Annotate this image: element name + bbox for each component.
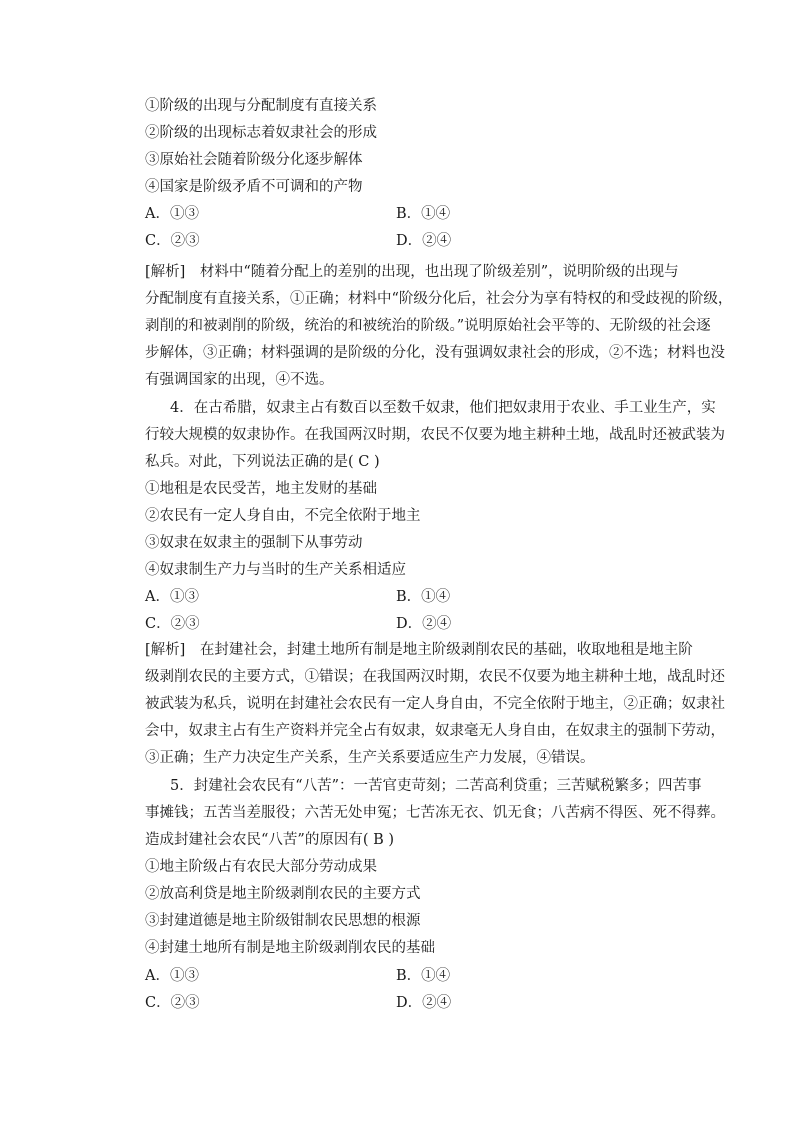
q4-analysis-line-3: 被武装为私兵，说明在封建社会农民有一定人身自由，不完全依附于地主，②正确；奴隶社 [145,696,725,712]
q5-statement-2: ②放高利贷是地主阶级剥削农民的主要方式 [145,886,421,902]
q4-stem-line-2: 行较大规模的奴隶协作。在我国两汉时期，农民不仅要为地主耕种土地，战乱时还被武装为 [145,427,725,443]
q4-analysis-line-4: 会中，奴隶主占有生产资料并完全占有奴隶，奴隶毫无人身自由，在奴隶主的强制下劳动， [145,723,725,739]
q5-option-d: D．②④ [396,995,452,1011]
q3-option-c: C．②③ [145,233,200,249]
q5-statement-1: ①地主阶级占有农民大部分劳动成果 [145,859,377,875]
q3-statement-2: ②阶级的出现标志着奴隶社会的形成 [145,125,377,141]
q3-analysis-line-1: [解析] 材料中“随着分配上的差别的出现，也出现了阶级差别”，说明阶级的出现与 [145,264,679,280]
q5-statement-3: ③封建道德是地主阶级钳制农民思想的根源 [145,913,421,929]
q4-option-b: B．①④ [396,589,451,605]
q5-option-a: A．①③ [145,968,199,984]
q3-option-a: A．①③ [145,206,199,222]
q3-statement-4: ④国家是阶级矛盾不可调和的产物 [145,179,363,195]
q3-analysis-line-5: 有强调国家的出现，④不选。 [145,372,334,388]
q5-option-c: C．②③ [145,995,200,1011]
q4-analysis-line-2: 级剥削农民的主要方式，①错误；在我国两汉时期，农民不仅要为地主耕种土地，战乱时还 [145,669,725,685]
q3-statement-3: ③原始社会随着阶级分化逐步解体 [145,152,363,168]
q4-statement-2: ②农民有一定人身自由，不完全依附于地主 [145,508,421,524]
q3-analysis-line-3: 剥削的和被剥削的阶级，统治的和被统治的阶级。”说明原始社会平等的、无阶级的社会逐 [145,318,711,334]
q3-analysis-line-4: 步解体，③正确；材料强调的是阶级的分化，没有强调奴隶社会的形成，②不选；材料也没 [145,345,725,361]
q5-stem-line-3: 造成封建社会农民“八苦”的原因有( B ) [145,832,395,848]
q3-option-b: B．①④ [396,206,451,222]
q4-stem-line-3: 私兵。对此，下列说法正确的是( C ) [145,454,380,470]
q5-option-b: B．①④ [396,968,451,984]
q4-option-c: C．②③ [145,616,200,632]
q5-stem-line-2: 事摊钱；五苦当差服役；六苦无处申冤；七苦冻无衣、饥无食；八苦病不得医、死不得葬。 [145,805,725,821]
q4-stem-line-1: 4．在古希腊，奴隶主占有数百以至数千奴隶，他们把奴隶用于农业、手工业生产，实 [170,400,716,416]
q4-option-d: D．②④ [396,616,452,632]
q5-stem-line-1: 5．封建社会农民有“八苦”：一苦官吏苛刻；二苦高利贷重；三苦赋税繁多；四苦事 [170,778,702,794]
q5-statement-4: ④封建土地所有制是地主阶级剥削农民的基础 [145,940,435,956]
q4-statement-3: ③奴隶在奴隶主的强制下从事劳动 [145,535,363,551]
q4-statement-4: ④奴隶制生产力与当时的生产关系相适应 [145,562,406,578]
q4-statement-1: ①地租是农民受苦，地主发财的基础 [145,481,377,497]
q3-statement-1: ①阶级的出现与分配制度有直接关系 [145,98,377,114]
q4-option-a: A．①③ [145,589,199,605]
q4-analysis-line-1: [解析] 在封建社会，封建土地所有制是地主阶级剥削农民的基础，收取地租是地主阶 [145,642,693,658]
q3-analysis-line-2: 分配制度有直接关系，①正确；材料中“阶级分化后，社会分为享有特权的和受歧视的阶级， [145,291,733,307]
q4-analysis-line-5: ③正确；生产力决定生产关系，生产关系要适应生产力发展，④错误。 [145,750,595,766]
q3-option-d: D．②④ [396,233,452,249]
